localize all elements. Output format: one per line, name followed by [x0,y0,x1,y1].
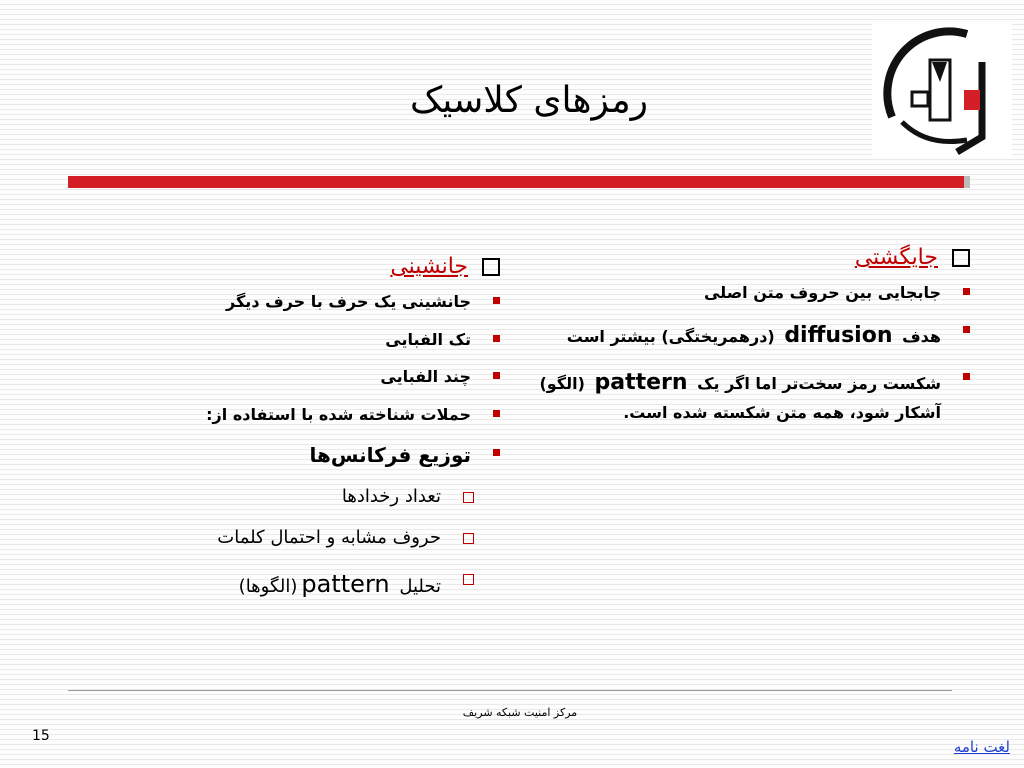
latin-term: pattern [301,569,390,598]
item-text: (درهمریختگی) بیشتر است [566,326,775,346]
hollow-square-bullet-icon [463,533,474,544]
substitution-heading-row [100,254,500,279]
transposition-heading[interactable]: جایگشتی [854,245,938,270]
item-text: تحلیل [399,575,441,597]
list-item: تک الفبایی [100,327,500,353]
transposition-heading-row [520,245,970,270]
hollow-square-bullet-icon [482,258,500,276]
square-bullet-icon [493,297,500,304]
item-text: شکست رمز سخت‌تر اما اگر یک [697,373,941,393]
item-text: هدف [902,326,941,346]
sub-list-item: حروف مشابه و احتمال کلمات [100,524,474,553]
square-bullet-icon [963,288,970,295]
latin-term: pattern [594,369,688,395]
list-item: جابجایی بین حروف متن اصلی [520,280,970,306]
sub-list-item: تعداد رخدادها [100,483,474,512]
divider-cap [964,176,970,188]
sub-list-item [100,565,474,603]
title-divider [68,176,964,188]
list-item: چند الفبایی [100,364,500,390]
page-number: 15 [32,728,50,744]
substitution-column [100,254,500,615]
hollow-square-bullet-icon [463,574,474,585]
hollow-square-bullet-icon [952,249,970,267]
item-text: (الگو) آشکار شود، همه متن شکسته شده است. [539,373,941,422]
logo [872,22,1012,157]
square-bullet-icon [493,335,500,342]
sharif-logo-icon [872,22,1012,157]
footer-divider [68,690,952,691]
square-bullet-icon [493,410,500,417]
square-bullet-icon [493,372,500,379]
slide-title: رمزهای کلاسیک [410,80,648,121]
footer-text: مرکز امنیت شبکه شریف [462,706,578,719]
latin-term: diffusion [784,322,893,348]
list-item: جانشینی یک حرف با حرف دیگر [100,289,500,315]
list-item: حملات شناخته شده با استفاده از: [100,402,500,428]
square-bullet-icon [963,326,970,333]
transposition-column [520,245,970,438]
hollow-square-bullet-icon [463,492,474,503]
item-text: (الگوها) [238,575,298,597]
glossary-link[interactable]: لغت نامه [953,738,1010,756]
substitution-heading[interactable]: جانشینی [390,254,468,279]
square-bullet-icon [493,449,500,456]
list-item: توزیع فرکانس‌ها [100,439,500,471]
list-item [520,318,970,353]
list-item [520,365,970,426]
square-bullet-icon [963,373,970,380]
